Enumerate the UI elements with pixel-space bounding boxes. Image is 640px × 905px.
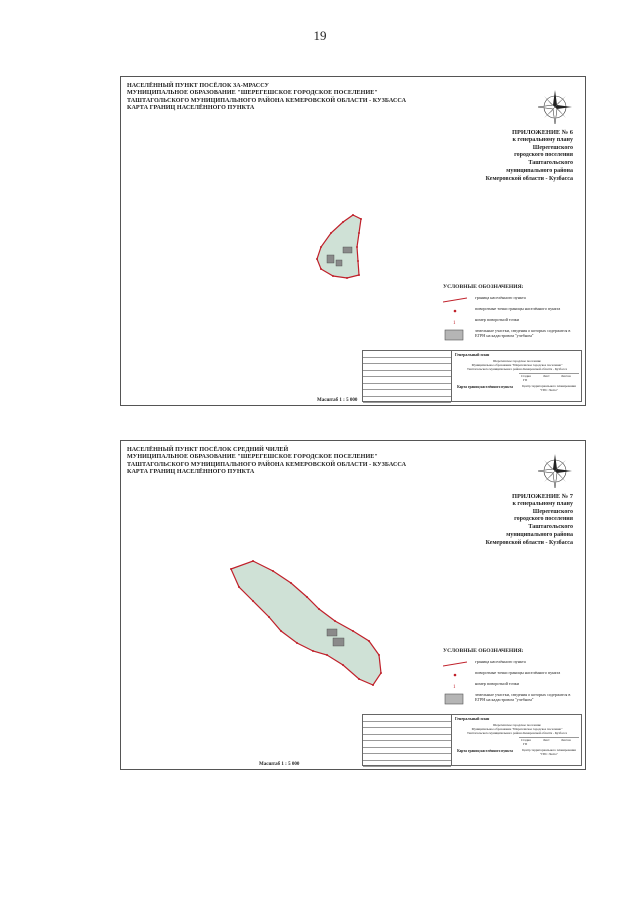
page-number: 19	[313, 28, 327, 43]
stamp-subtitle: Шерегешское городское поселение	[493, 359, 541, 363]
land-parcel	[333, 638, 344, 646]
title-line: ТАШТАГОЛЬСКОГО МУНИЦИПАЛЬНОГО РАЙОНА КЕМЕРОВСКОЙ ОБЛАСТИ - КУЗБАССА	[127, 461, 407, 468]
stamp-stage	[519, 737, 579, 748]
land-parcel	[343, 247, 352, 253]
appendix-line: городского поселения	[514, 516, 573, 523]
map-sheet-2	[120, 440, 586, 770]
appendix-line: Таштагольского	[528, 160, 573, 167]
stamp-subtitle: Таштагольского муниципального района Кемеровской области - Кузбасса	[467, 731, 567, 735]
turning-point-icon	[443, 671, 467, 680]
legend-title: УСЛОВНЫЕ ОБОЗНАЧЕНИЯ:	[443, 648, 524, 654]
stage-label: Лист	[543, 374, 550, 378]
title-line: ТАШТАГОЛЬСКОГО МУНИЦИПАЛЬНОГО РАЙОНА КЕМЕРОВСКОЙ ОБЛАСТИ - КУЗБАССА	[127, 97, 407, 104]
title-block-stamp	[362, 350, 582, 402]
boundary-line-icon	[443, 296, 467, 305]
stage-label: Лист	[543, 738, 550, 742]
legend-text: земельные участки, сведения о которых содержатся в ЕГРН на кадастровом "учебном"	[475, 327, 571, 338]
svg-text:1: 1	[453, 320, 456, 326]
stamp-map-name: Карта границ населённого пункта	[457, 385, 513, 389]
parcel-icon	[443, 693, 467, 705]
appendix-line: к генеральному плану	[512, 500, 573, 507]
stage-label: Листов	[561, 374, 571, 378]
settlement-area	[231, 561, 381, 685]
stage-label: Листов	[561, 738, 571, 742]
legend-item	[443, 693, 573, 707]
legend-text: земельные участки, сведения о которых содержатся в ЕГРН на кадастровом "учебном"	[475, 691, 571, 702]
land-parcel	[327, 629, 337, 636]
stage-value: ГП	[523, 378, 528, 382]
stamp-subtitle: Муниципальное образование "Шерегешское городское поселение"	[471, 363, 563, 367]
stamp-map-name: Карта границ населённого пункта	[457, 749, 513, 753]
legend-text: номер поворотной точки	[475, 680, 520, 686]
appendix-line: Таштагольского	[528, 524, 573, 531]
legend-text: граница населённого пункта	[475, 658, 526, 664]
appendix-line: городского поселения	[514, 152, 573, 159]
stamp-subtitle: Шерегешское городское поселение	[493, 723, 541, 727]
legend-text: номер поворотной точки	[475, 316, 520, 322]
parcel-icon	[443, 329, 467, 341]
title-line: КАРТА ГРАНИЦ НАСЕЛЁННОГО ПУНКТА	[127, 104, 255, 111]
point-number-icon	[443, 682, 467, 691]
map-scale: Масштаб 1 : 5 000	[259, 762, 300, 767]
map-legend	[443, 285, 573, 343]
title-line: МУНИЦИПАЛЬНОЕ ОБРАЗОВАНИЕ "ШЕРЕГЕШСКОЕ ГОРОДСКОЕ ПОСЕЛЕНИЕ"	[127, 454, 378, 461]
stamp-organization: Центр территориального планирования "ГИС Экспо"	[522, 748, 576, 756]
map-scale: Масштаб 1 : 5 000	[317, 398, 358, 403]
point-number-icon	[443, 318, 467, 327]
stamp-signature-grid	[363, 351, 452, 401]
appendix-line: Шерегешского	[532, 144, 573, 151]
settlement-area	[317, 215, 361, 278]
title-line: НАСЕЛЁННЫЙ ПУНКТ ПОСЁЛОК СРЕДНИЙ ЧИЛЕЙ	[127, 447, 289, 453]
legend-text: поворотные точки границы населённого пункта	[475, 669, 561, 675]
title-block-stamp	[362, 714, 582, 766]
stamp-organization: Центр территориального планирования "ГИС Экспо"	[522, 384, 576, 392]
legend-title: УСЛОВНЫЕ ОБОЗНАЧЕНИЯ:	[443, 284, 524, 290]
stamp-signature-grid	[363, 715, 452, 765]
appendix-line: Шерегешского	[532, 508, 573, 515]
title-line: НАСЕЛЁННЫЙ ПУНКТ ПОСЁЛОК ЗА-МРАССУ	[127, 83, 270, 89]
legend-text: поворотные точки границы населённого пункта	[475, 305, 561, 311]
stamp-title: Генеральный план	[455, 716, 490, 721]
map-sheet-1	[120, 76, 586, 406]
title-line: КАРТА ГРАНИЦ НАСЕЛЁННОГО ПУНКТА	[127, 468, 255, 475]
legend-item	[443, 329, 573, 343]
appendix-number: ПРИЛОЖЕНИЕ № 7	[511, 493, 573, 500]
appendix-line: к генеральному плану	[512, 136, 573, 143]
svg-text:1: 1	[453, 684, 456, 690]
appendix-line: Кемеровской области - Кузбасса	[485, 175, 573, 182]
title-line: МУНИЦИПАЛЬНОЕ ОБРАЗОВАНИЕ "ШЕРЕГЕШСКОЕ ГОРОДСКОЕ ПОСЕЛЕНИЕ"	[127, 90, 378, 97]
land-parcel	[336, 260, 342, 266]
stamp-title: Генеральный план	[455, 352, 490, 357]
stamp-stage	[519, 373, 579, 384]
appendix-line: муниципального района	[506, 531, 573, 538]
stage-label: Стадия	[521, 374, 531, 378]
stamp-subtitle: Таштагольского муниципального района Кемеровской области - Кузбасса	[467, 367, 567, 371]
stage-label: Стадия	[521, 738, 531, 742]
map-legend	[443, 649, 573, 707]
boundary-line-icon	[443, 660, 467, 669]
stage-value: ГП	[523, 742, 528, 746]
appendix-line: Кемеровской области - Кузбасса	[485, 539, 573, 546]
appendix-line: муниципального района	[506, 167, 573, 174]
turning-point-icon	[443, 307, 467, 316]
appendix-number: ПРИЛОЖЕНИЕ № 6	[511, 129, 573, 136]
stamp-subtitle: Муниципальное образование "Шерегешское городское поселение"	[471, 727, 563, 731]
legend-text: граница населённого пункта	[475, 294, 526, 300]
land-parcel	[327, 255, 334, 263]
